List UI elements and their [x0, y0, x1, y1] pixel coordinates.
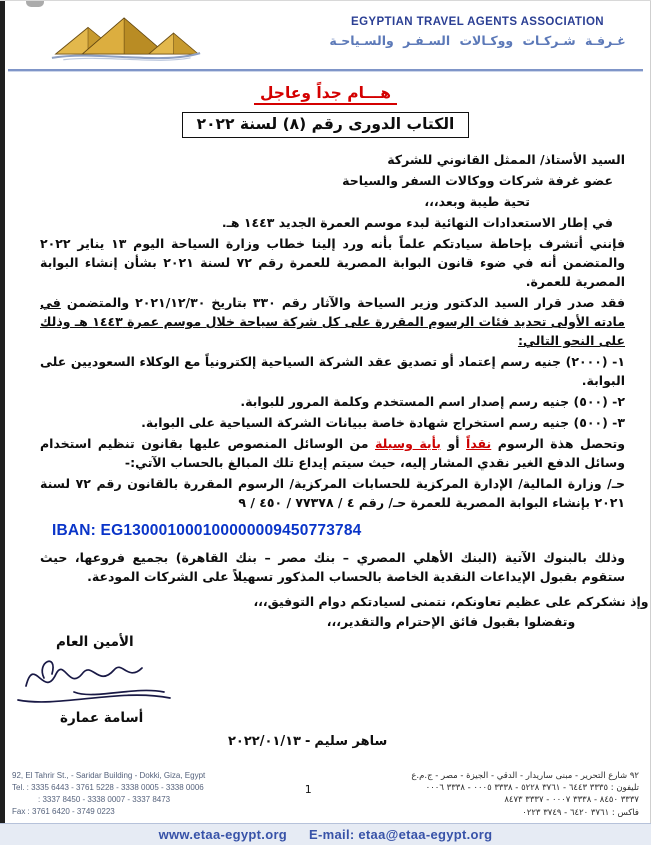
footer-ar-tel2: ٣٣٣٧ ٨٤٥٠ - ٣٣٣٨ ٠٠٠٧ - ٣٣٣٧ ٨٤٧٣	[504, 795, 639, 806]
org-names	[202, 10, 633, 48]
org-name-english: EGYPTIAN TRAVEL AGENTS ASSOCIATION	[351, 16, 604, 28]
footer-address-english	[12, 770, 205, 818]
handwritten-signature	[14, 642, 184, 720]
website-url[interactable]: www.etaa-egypt.org	[158, 827, 288, 842]
decree-text: فقد صدر قرار السيد الدكتور وزير السياحة والآثار رقم ٣٣٠ بتاريخ ٢٠٢١/١٢/٣٠ والمتضمن	[60, 295, 626, 310]
footer-ar-address: ٩٢ شارع التحرير - مبنى ساريدار - الدقي - الجيزة - مصر - ج.م.ع	[411, 770, 639, 781]
footer-ar-tel1: تليفون : ٣٣٣٥ ٦٤٤٣ - ٣٧٦١ ٥٢٢٨ - ٣٣٣٨ ٠٠٠٥ - ٣٣٣٨ ٠٠٠٦	[425, 783, 639, 794]
intro-line: في إطار الاستعدادات النهائية لبدء موسم العمرة الجديد ١٤٤٣ هـ.	[221, 215, 613, 230]
recipient-line-2: عضو غرفة شركات ووكالات السفر والسياحة	[342, 173, 613, 188]
email-address[interactable]: E-mail: etaa@etaa-egypt.org	[309, 827, 493, 842]
banks-paragraph: وذلك بالبنوك الآتية (البنك الأهلي المصري – بنك مصر – بنك القاهرة) بجميع فروعها، حيث ستقوم بقبول الإيداعات النقدية الخاصة بالحساب المذكور تسهيلاً على الشركات المودعة.	[40, 549, 625, 584]
letterhead	[0, 1, 651, 65]
header-divider	[8, 69, 643, 71]
circular-title-box	[182, 112, 470, 138]
footer-en-tel1: Tel. : 3335 6443 - 3761 5228 - 3338 0005 - 3338 0006	[12, 782, 204, 792]
date-separator: -	[304, 733, 311, 749]
closing-line-1: وإذ نشكركم على عظيم تعاونكم، نتمنى لسيادتكم دوام التوفيق،،،	[253, 593, 649, 609]
paragraph-ministry-letter: فإنني أتشرف بإحاطة سيادتكم علماً بأنه ورد إلينا خطاب وزارة السياحة اليوم ١٣ يناير ٢٠٢٢ والمتضمن أنه في ضوء قانون البوابة المصرية للعمرة رقم ٧٢ لسنة ٢٠٢١ بشأن إنشاء البوابة المصرية للعمرة.	[40, 236, 626, 289]
footer	[0, 770, 645, 819]
urgent-heading-wrap	[0, 83, 651, 105]
scan-corner-mark	[26, 1, 44, 7]
fee-item-1: ١- (٢٠٠٠) جنيه رسم إعتماد أو تصديق عقد الشركة السياحية إلكترونياً مع الوكلاء السعوديين على البوابة.	[40, 354, 625, 388]
urgent-heading: هـــام جداً وعاجل	[254, 84, 397, 105]
decree-underlined-text: في مادته الأولى تحديد فئات الرسوم المقررة على كل شركة سياحة خلال موسم عمرة ١٤٤٣ هـ وذلك على النحو التالي:	[40, 295, 625, 348]
payment-text-1: وتحصل هذة الرسوم	[491, 436, 625, 451]
paragraph-decree	[40, 293, 625, 350]
letter-body	[0, 138, 651, 586]
iban-number: IBAN: EG130001000100000009450773784	[52, 522, 362, 539]
footer-ar-fax: فاكس : ٣٧٦١ ٦٤٢٠ - ٣٧٤٩ ٠٢٢٣	[522, 807, 639, 818]
clerk-name: ساهر سليم	[314, 733, 388, 749]
date-line	[228, 734, 651, 749]
signatory-title: الأمين العام	[56, 633, 134, 650]
fee-item-3: ٣- (٥٠٠) جنيه رسم استخراج شهادة خاصة ببيانات الشركة السياحية على البوابة.	[141, 415, 625, 430]
payment-text-3: من الوسائل المنصوص عليها بقانون تنظيم استخدام وسائل الدفع الغير نقدي المشار إليه، حيث سيتم إيداع تلك المبالغ بالحساب الآتي:-	[40, 436, 625, 470]
signatory-name: أسامة عمارة	[60, 709, 144, 726]
page-number: 1	[304, 782, 312, 796]
footer-en-fax: Fax : 3761 6420 - 3749 0223	[12, 806, 115, 816]
org-name-arabic: غـرفـة شـركـات ووكـالات السـفـر والسـياحـة	[329, 33, 626, 48]
account-paragraph: حـ/ وزارة المالية/ الإدارة المركزية للحسابات المركزية/ الرسوم المقررة بالقانون رقم ٧٢ لسنة ٢٠٢١ بإنشاء البوابة المصرية للعمرة حـ/ رقم ٤ / ٧٧٣٧٨ / ٤٥٠ / ٩	[40, 476, 626, 510]
payment-highlight-cash: نقداً	[466, 436, 492, 451]
payment-paragraph	[40, 434, 625, 472]
footer-en-address: 92, El Tahrir St., - Saridar Building - Dokki, Giza, Egypt	[12, 770, 206, 780]
fee-item-2: ٢- (٥٠٠) جنيه رسم إصدار اسم المستخدم وكلمة المرور للبوابة.	[240, 394, 625, 409]
payment-text-2: أو	[441, 436, 467, 451]
payment-highlight-any-means: بأية وسيلة	[375, 436, 441, 451]
footer-en-tel2: : 3337 8450 - 3338 0007 - 3337 8473	[38, 794, 171, 804]
recipient-line-1: السيد الأستاذ/ الممثل القانوني للشركة	[387, 152, 625, 167]
website-bar	[0, 823, 651, 845]
closing-line-2: وتفضلوا بقبول فائق الإحترام والتقدير،،،	[326, 613, 576, 629]
etaa-pyramids-logo	[50, 10, 202, 62]
letter-date: ٢٠٢٢/٠١/١٣	[228, 733, 301, 749]
greeting-line: تحية طيبة وبعد،،،	[424, 194, 530, 209]
footer-address-arabic	[411, 770, 639, 819]
circular-title: الكتاب الدورى رقم (٨) لسنة ٢٠٢٢	[196, 115, 455, 133]
signature-block	[0, 634, 651, 730]
closing-block	[221, 592, 651, 632]
